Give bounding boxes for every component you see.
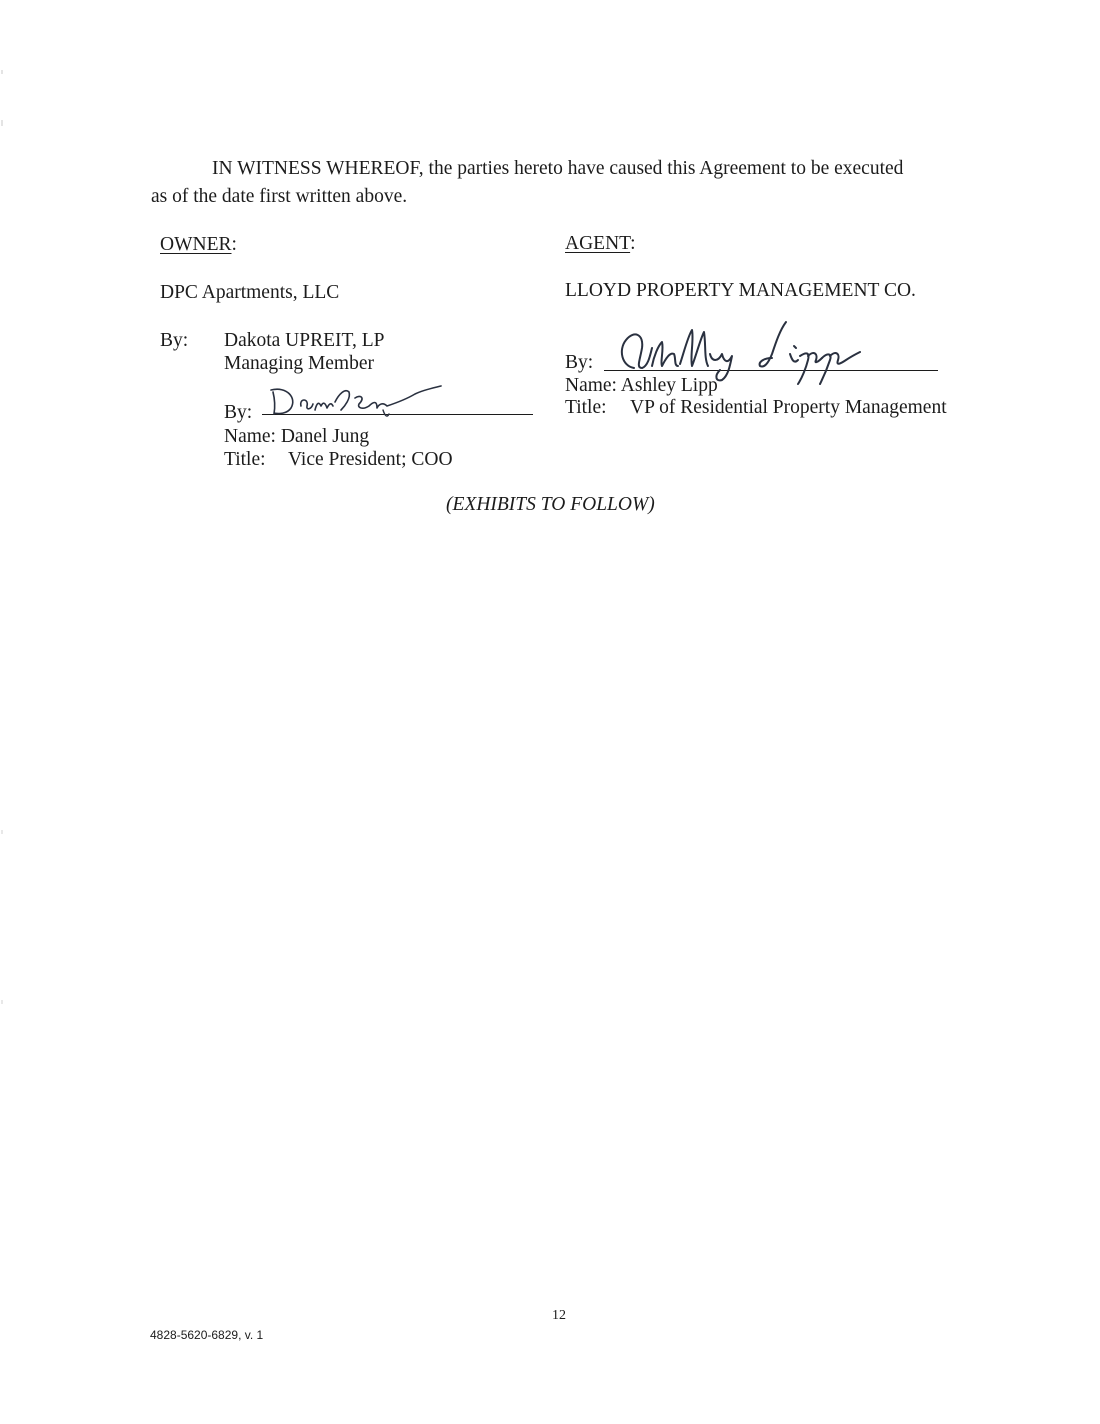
owner-title-label: Title: bbox=[224, 449, 266, 470]
owner-by-label: By: bbox=[160, 330, 189, 351]
owner-signer-name: Name: Danel Jung bbox=[224, 426, 370, 447]
agent-heading-colon: : bbox=[630, 233, 636, 254]
owner-heading bbox=[160, 233, 237, 256]
document-id: 4828-5620-6829, v. 1 bbox=[150, 1328, 264, 1342]
exhibits-note: (EXHIBITS TO FOLLOW) bbox=[446, 494, 655, 515]
agent-heading bbox=[565, 232, 636, 255]
agent-title-value: VP of Residential Property Management bbox=[630, 397, 947, 418]
owner-member-role: Managing Member bbox=[224, 353, 375, 374]
page-number: 12 bbox=[552, 1308, 566, 1323]
owner-signature bbox=[265, 380, 445, 422]
owner-heading-colon: : bbox=[231, 234, 237, 255]
agent-entity: LLOYD PROPERTY MANAGEMENT CO. bbox=[565, 280, 916, 301]
witness-line-2: as of the date first written above. bbox=[151, 186, 408, 207]
owner-entity: DPC Apartments, LLC bbox=[160, 282, 340, 303]
witness-line-1: IN WITNESS WHEREOF, the parties hereto have caused this Agreement to be executed bbox=[212, 158, 904, 179]
owner-member-name: Dakota UPREIT, LP bbox=[224, 330, 385, 351]
scan-margin-marks bbox=[0, 0, 6, 1424]
agent-signer-name: Name: Ashley Lipp bbox=[565, 375, 718, 396]
owner-sig-by-label: By: bbox=[224, 402, 253, 423]
owner-heading-label: OWNER bbox=[160, 234, 232, 255]
agent-title-label: Title: bbox=[565, 397, 607, 418]
agent-heading-label: AGENT bbox=[565, 233, 631, 254]
owner-title-value: Vice President; COO bbox=[288, 449, 453, 470]
agent-by-label: By: bbox=[565, 352, 594, 373]
